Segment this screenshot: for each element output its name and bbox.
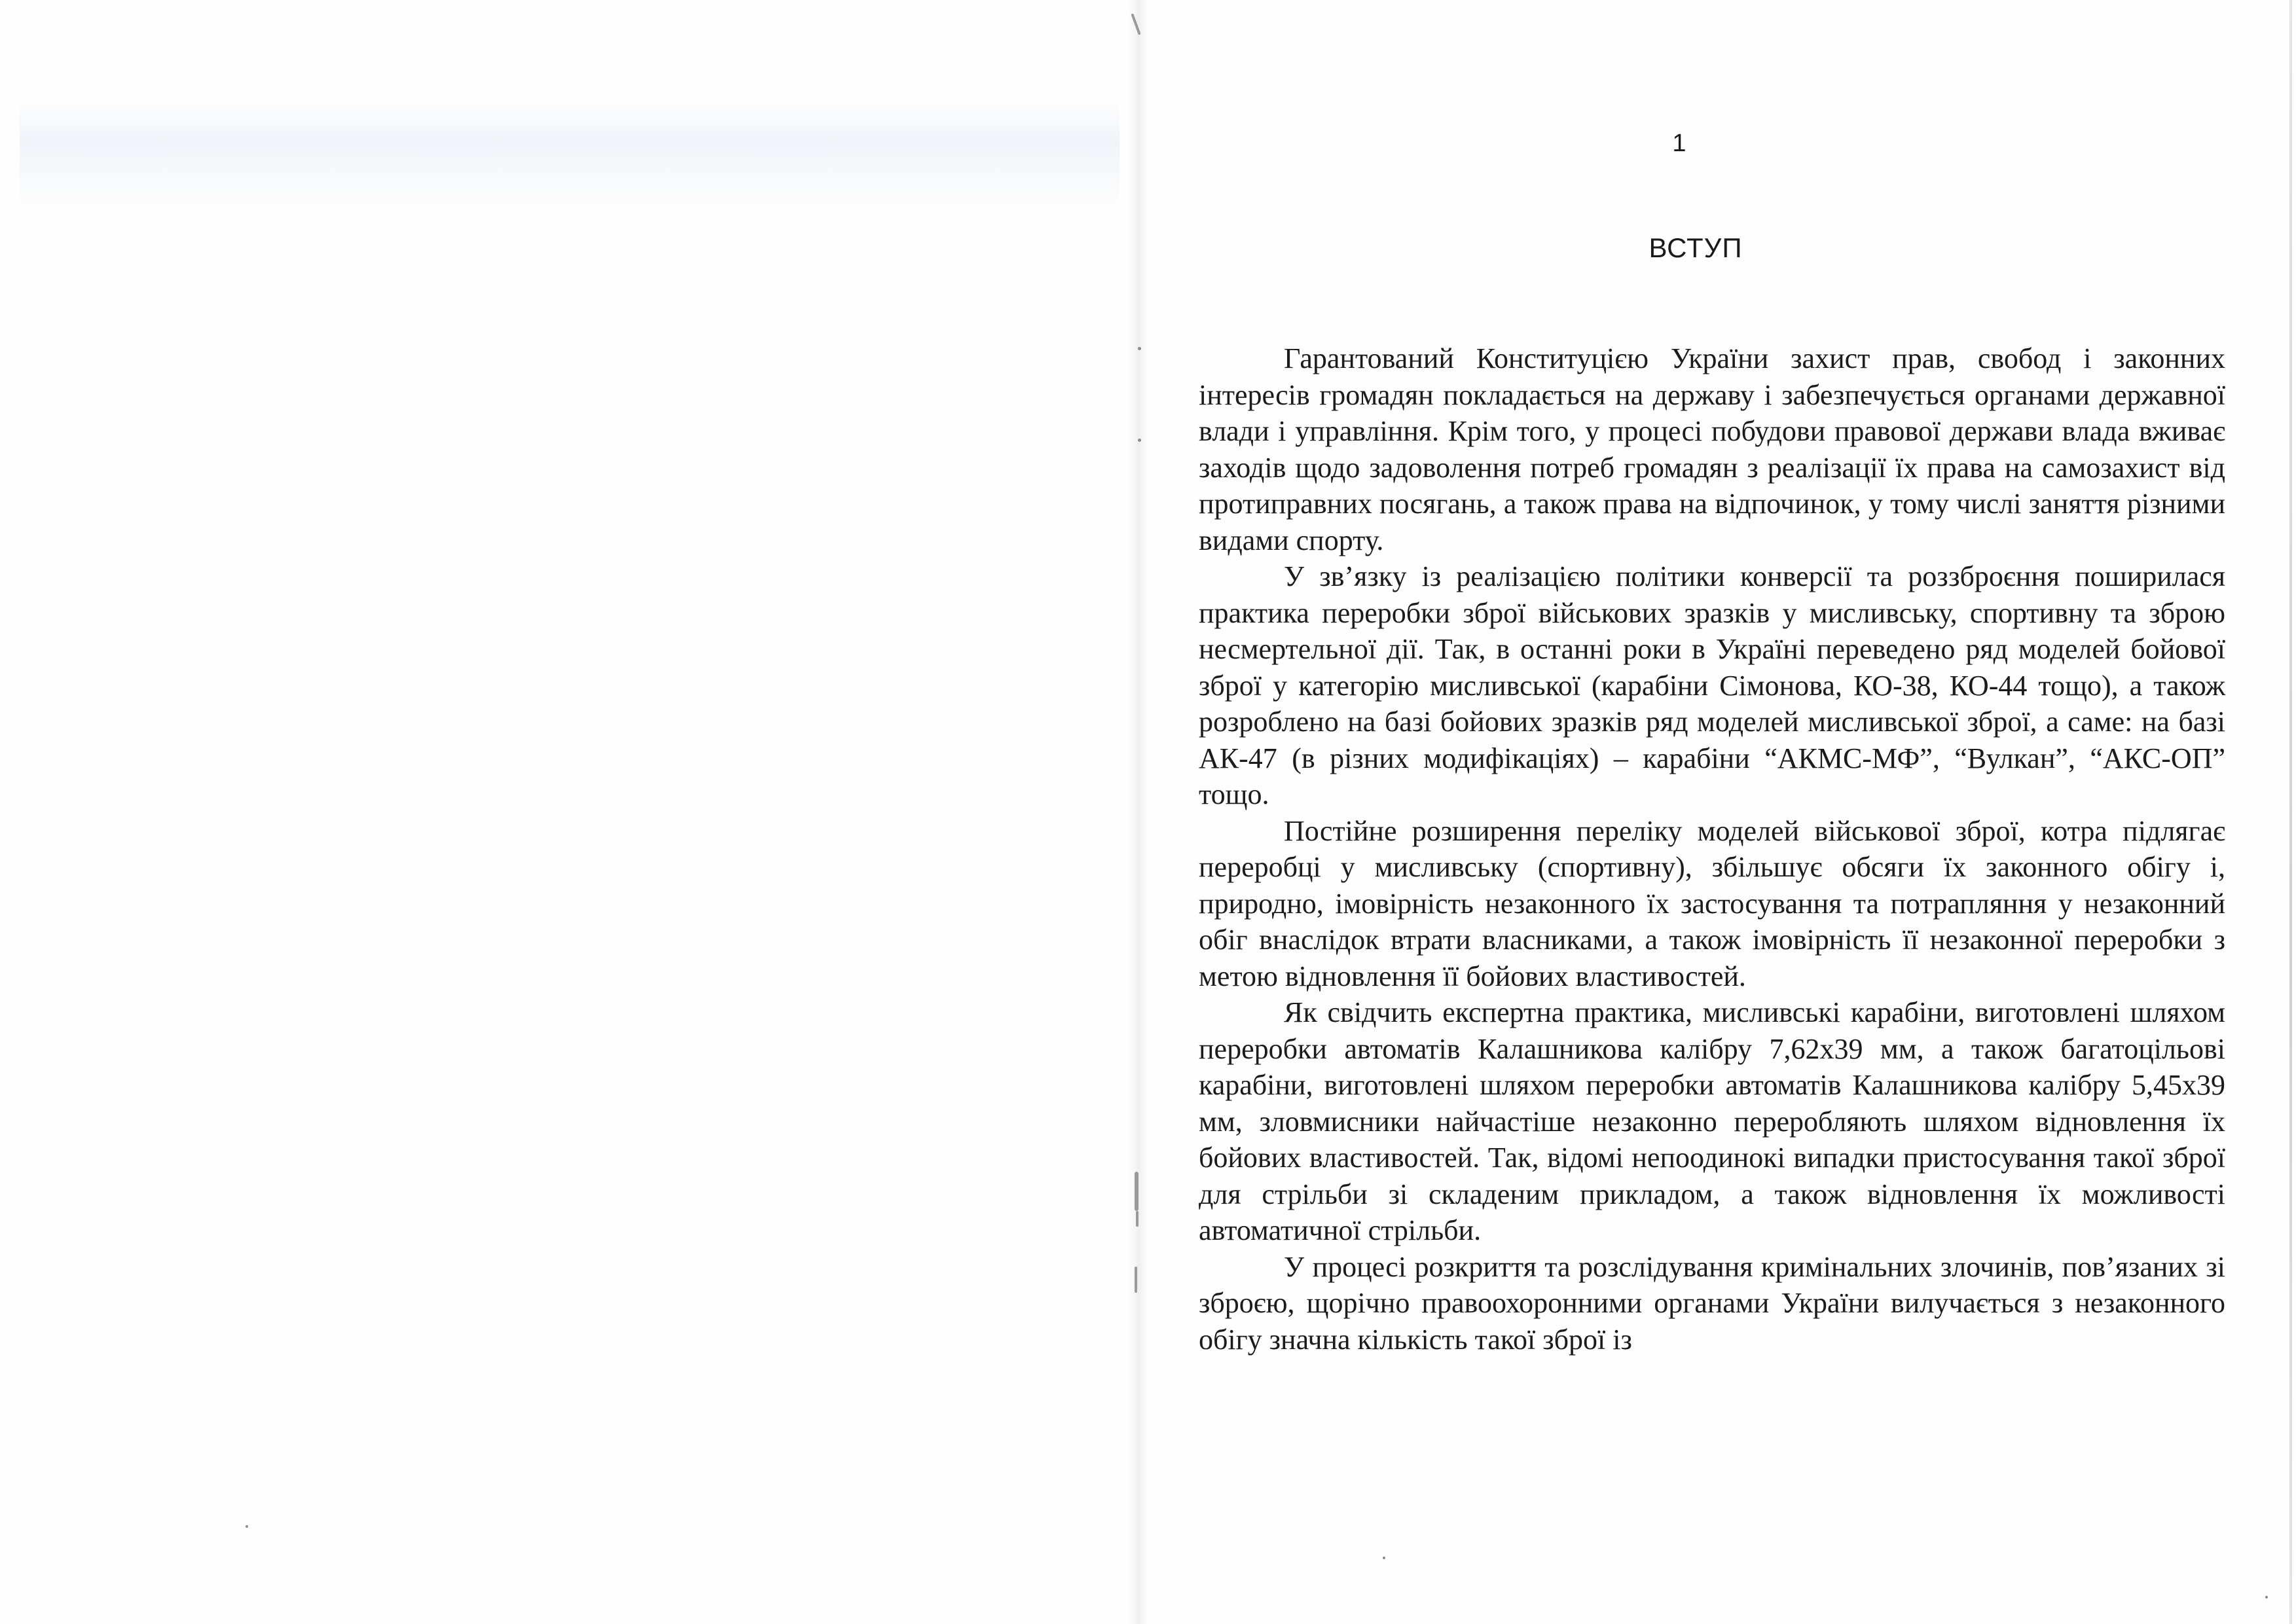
dust-speck bbox=[2265, 1596, 2268, 1598]
paragraph: У процесі розкриття та розслідування кримінальних злочинів, пов’язаних зі зброєю, щорічно правоохоронними органами України вилучається з незаконного обігу значна кількість такої зброї із bbox=[1199, 1250, 2225, 1356]
dust-speck bbox=[1138, 347, 1141, 350]
staple-mark bbox=[1135, 1172, 1139, 1211]
page-edge bbox=[2289, 0, 2292, 1624]
section-heading: ВСТУП bbox=[1649, 232, 1743, 263]
paragraph: Постійне розширення переліку моделей військової зброї, котра підлягає переробці у мисливську (спортивну), збільшує обсяги їх законного обігу і, природно, імовірність незаконного їх застосування та потрапляння у незаконний обіг внаслідок втрати власниками, а також імовірність її незаконної переробки з метою відновлення її бойових властивостей. bbox=[1199, 814, 2225, 992]
paragraph: У зв’язку із реалізацією політики конверсії та роззброєння поширилася практика переробки зброї військових зразків у мисливську, спортивну та зброю несмертельної дії. Так, в останні роки в Україні переведено ряд моделей бойової зброї у категорію мисливської (карабіни Сімонова, КО-38, КО-44 тощо), а також розроблено на базі бойових зразків ряд моделей мисливської зброї, а саме: на базі АК-47 (в різних модифікаціях) – карабіни “АКМС-МФ”, “Вулкан”, “АКС-ОП” тощо. bbox=[1199, 560, 2225, 810]
paragraph: Гарантований Конституцією України захист прав, свобод і законних інтересів громадян покладається на державу і забезпечується органами державної влади і управління. Крім того, у процесі побудови правової держави влада вживає заходів щодо задоволення потреб громадян з реалізації їх права на самозахист від протиправних посягань, а також права на відпочинок, у тому числі заняття різними видами спорту. bbox=[1199, 342, 2225, 556]
staple-mark bbox=[1136, 1211, 1139, 1227]
staple-mark bbox=[1135, 1267, 1137, 1293]
dust-speck bbox=[1138, 439, 1141, 442]
right-page bbox=[1146, 0, 2296, 1624]
page-number: 1 bbox=[1672, 130, 1686, 157]
paragraph: Як свідчить експертна практика, мисливські карабіни, виготовлені шляхом переробки автоматів Калашникова калібру 7,62х39 мм, а також багатоцільові карабіни, виготовлені шляхом переробки автоматів Калашникова калібру 5,45х39 мм, зловмисники найчастіше незаконно переробляють шляхом відновлення їх бойових властивостей. Так, відомі непоодинокі випадки пристосування такої зброї для стрільби зі складеним прикладом, а також відновлення їх можливості автоматичної стрільби. bbox=[1199, 996, 2225, 1246]
left-page-blank bbox=[0, 0, 1136, 1624]
body-text bbox=[1199, 340, 2225, 1358]
page-fold bbox=[1127, 0, 1147, 1624]
dust-speck bbox=[246, 1525, 248, 1528]
show-through-bleed bbox=[20, 98, 1120, 209]
dust-speck bbox=[1383, 1557, 1385, 1559]
